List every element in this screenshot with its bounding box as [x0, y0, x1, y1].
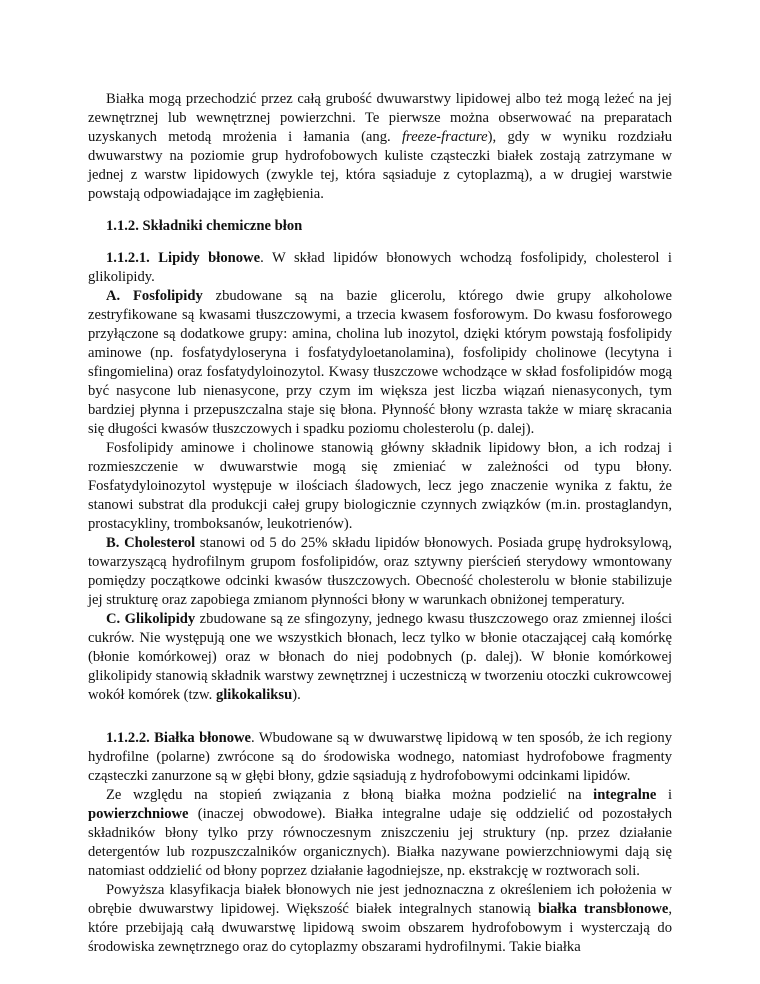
glycolipids-label: C. Glikolipidy	[106, 611, 196, 627]
transmembrane-term: białka transbłonowe	[537, 901, 669, 917]
phospholipids-paragraph-2: Fosfolipidy aminowe i cholinowe stanowią główny składnik lipidowy błon, a ich rodzaj i rozmieszczenie w dwuwarstwie mogą się zmieniać w zależności od typu błony. Fosfatydyloinozytol występuje w ilościach śladowych, lecz jego znaczenie wynika z faktu, że stanowi substrat dla produkcji całej grupy biologicznie czynnych związków (m.in. prostaglandyn, prostacykliny, tromboksanów, leukotrienów).	[88, 440, 672, 532]
phospholipids-label: A. Fosfolipidy	[106, 288, 203, 304]
protein-classification-paragraph: Ze względu na stopień związania z błoną białka można podzielić na integralne i powierzchniowe (inaczej obwodowe). Białka integralne udaje się oddzielić od pozostałych składników błony tylko przy równoczesnym zniszczeniu jej struktury (np. przez działanie detergentów lub rozpuszczalników organicznych). Białka nazywane powierzchniowymi dają się natomiast oddzielić od błony poprzez działanie łagodniejsze, np. ekstrakcję w roztworach soli.	[88, 787, 673, 879]
cholesterol-label: B. Cholesterol	[106, 535, 196, 551]
freeze-fracture-term: freeze-fracture	[402, 129, 488, 145]
transmembrane-paragraph: Powyższa klasyfikacja białek błonowych nie jest jednoznaczna z określeniem ich położenia w obrębie dwuwarstwy lipidowej. Większość białek integralnych stanowią białka transbłonowe, które przebijają całą dwuwarstwę lipidową swoim obszarem hydrofobowym i wysterczają do środowiska zewnętrznego oraz do cytoplazmy obszarami hydrofilnymi. Takie białka	[88, 882, 672, 955]
membrane-proteins-subheading: 1.1.2.2. Białka błonowe	[106, 730, 252, 746]
peripheral-term: powierzchniowe	[88, 806, 189, 822]
lipids-paragraph: 1.1.2.1. Lipidy błonowe. W skład lipidów błonowych wchodzą fosfolipidy, cholesterol i glikolipidy.	[88, 250, 672, 285]
phospholipids-paragraph: A. Fosfolipidy zbudowane są na bazie glicerolu, którego dwie grupy alkoholowe zestryfikowane są kwasami tłuszczowymi, a trzecia kwasem fosforowym. Do kwasu fosforowego przyłączone są dodatkowe grupy: amina, cholina lub inozytol, dzięki którym powstają fosfolipidy aminowe (np. fosfatydyloseryna i fosfatydyloetanolamina), fosfolipidy cholinowe (lecytyna i sfingomielina) oraz fosfatydyloinozytol. Kwasy tłuszczowe wchodzące w skład fosfolipidów mogą być nasycone lub nienasycone, przy czym im większa jest liczba wiązań nienasyconych, tym bardziej płynna i przepuszczalna staje się błona. Płynność błony wzrasta także w miarę skracania się długości kwasów tłuszczowych i spadku poziomu cholesterolu (p. dalej).	[88, 288, 673, 437]
integral-term: integralne	[593, 787, 657, 803]
membrane-proteins-paragraph: 1.1.2.2. Białka błonowe. Wbudowane są w dwuwarstwę lipidową w ten sposób, że ich regiony hydrofilne (polarne) zwrócone są do środowiska wodnego, natomiast hydrofobowe fragmenty cząsteczki zanurzone są w głębi błony, gdzie sąsiadują z hydrofobowymi odcinkami lipidów.	[88, 730, 672, 784]
glycocalyx-term: glikokaliksu	[215, 687, 293, 703]
cholesterol-paragraph: B. Cholesterol stanowi od 5 do 25% składu lipidów błonowych. Posiada grupę hydroksylową, towarzyszącą hydrofilnym grupom fosfolipidów, oraz sztywny pierścień sterydowy wmontowany pomiędzy początkowe odcinki kwasów tłuszczowych. Obecność cholesterolu w błonie stabilizuje jej strukturę oraz zapobiega zmianom płynności błony w warunkach obniżonej temperatury.	[88, 535, 672, 608]
glycolipids-paragraph: C. Glikolipidy zbudowane są ze sfingozyny, jednego kwasu tłuszczowego oraz zmiennej ilości cukrów. Nie występują one we wszystkich błonach, lecz tylko w błonie otaczającej całą komórkę (błonie komórkowej) oraz w błonach do niej podobnych (p. dalej). W błonie komórkowej glikolipidy stanowią składnik warstwy zewnętrznej i uczestniczą w tworzeniu otoczki cukrowcowej wokół komórek (tzw. glikokaliksu).	[88, 611, 673, 703]
document-page	[88, 90, 672, 957]
intro-paragraph: Białka mogą przechodzić przez całą grubość dwuwarstwy lipidowej albo też mogą leżeć na jej zewnętrznej lub wewnętrznej powierzchni. Te pierwsze można obserwować na preparatach uzyskanych metodą mrożenia i łamania (ang. freeze-fracture), gdy w wyniku rozdziału dwuwarstwy na poziomie grup hydrofobowych kuliste cząsteczki białek zostają zatrzymane w jednej z warstw lipidowych (zwykle tej, która sąsiaduje z cytoplazmą), a w drugiej warstwie powstają odpowiadające im zagłębienia.	[88, 91, 673, 202]
lipids-subheading: 1.1.2.1. Lipidy błonowe	[106, 250, 261, 266]
section-heading-1-1-2: 1.1.2. Składniki chemiczne błon	[106, 218, 303, 234]
